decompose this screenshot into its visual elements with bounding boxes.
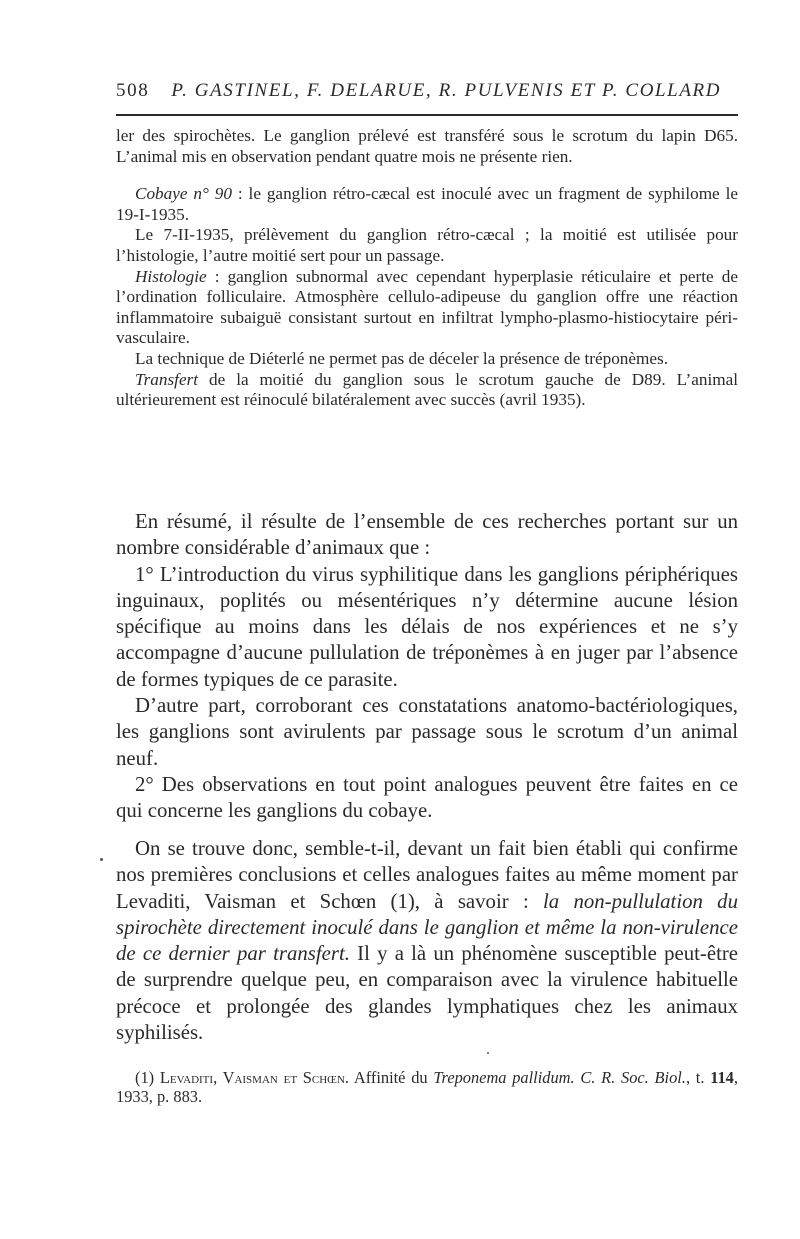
conclusion-paragraph: On se trouve donc, semble-t-il, devant un fait bien établi qui confirme nos premières conclusions et celles analogues faites au même moment par Levaditi, Vaisman et Schœn (1), à savoir : la non-pullulation du spirochète directement inoculé dans le ganglion et même la non-virulence de ce dernier par transfert. Il y a là un phénomène susceptible peut-être de surprendre quelque peu, en comparaison avec la virulence habituelle précoce et prolongée des glandes lymphatiques chez les animaux syphilisés. xyxy=(116,837,739,1045)
footnote-marker: (1) xyxy=(135,1068,155,1087)
margin-dot xyxy=(100,858,103,861)
cobaye-label: Cobaye n° 90 xyxy=(135,184,232,204)
running-header xyxy=(116,80,740,110)
footnote-journal: Treponema pallidum. C. R. Soc. Biol. xyxy=(433,1068,686,1087)
page-number: 508 xyxy=(116,80,150,101)
summary-other-part: D’autre part, corroborant ces constatations anatomo-bactériologiques, les ganglions sont avirulents par passage sous le scrotum d’un animal neuf. xyxy=(116,694,738,770)
summary-intro: En résumé, il résulte de l’ensemble de ces recherches portant sur un nombre considérable d’animaux que : xyxy=(116,510,738,560)
paragraph-continuation: ler des spirochètes. Le ganglion prélevé est transféré sous le scrotum du lapin D65. L’animal mis en observation pendant quatre mois ne présente rien. xyxy=(116,126,738,166)
paragraph-technique: La technique de Diéterlé ne permet pas de déceler la présence de tréponèmes. xyxy=(135,348,669,368)
conclusion-italic: la non-pullulation du spirochète directement inoculé dans le ganglion et même la non-virulence de ce dernier par transfert. xyxy=(116,889,738,966)
paragraph-prelevement: Le 7-II-1935, prélèvement du ganglion rétro-cæcal ; la moitié est utilisée pour l’histologie, l’autre moitié sert pour un passage. xyxy=(116,225,738,265)
paragraph-histologie: Histologie : ganglion subnormal avec cependant hyperplasie réticulaire et perte de l’ordination folliculaire. Atmosphère cellulo-adipeuse du ganglion offre une réaction inflammatoire subaiguë consistant surtout en infiltrat lympho-plasmo-histiocytaire péri-vasculaire. xyxy=(116,266,738,348)
margin-dot xyxy=(487,1052,489,1054)
histologie-label: Histologie xyxy=(135,266,207,286)
summary-point-1: 1° L’introduction du virus syphilitique dans les ganglions périphériques inguinaux, poplités ou mésentériques n’y détermine aucune lésion spécifique au moins dans les délais de nos expériences et ne s’y accompagne d’aucune pullulation de tréponèmes à en juger par l’absence de formes typiques de ce parasite. xyxy=(116,562,738,691)
transfert-label: Transfert xyxy=(135,369,199,389)
summary-point-2: 2° Des observations en tout point analogues peuvent être faites en ce qui concerne les ganglions du cobaye. xyxy=(116,772,738,823)
footnote-authors: Levaditi, Vaisman et Schœn. xyxy=(159,1068,350,1087)
paragraph-transfert: Transfert de la moitié du ganglion sous le scrotum gauche de D89. L’animal ultérieurement est réinoculé bilatéralement avec succès (avril 1935). xyxy=(116,369,738,410)
conclusion-section xyxy=(116,836,738,1046)
footnote-volume: 114 xyxy=(710,1068,734,1087)
experiment-notes xyxy=(116,126,738,411)
header-authors: P. GASTINEL, F. DELARUE, R. PULVENIS ET P. COLLARD xyxy=(171,80,722,101)
paragraph-cobaye: Cobaye n° 90 : le ganglion rétro-cæcal est inoculé avec un fragment de syphilome le 19-I-1935. xyxy=(116,184,738,224)
header-rule xyxy=(116,114,738,116)
footnote: (1) Levaditi, Vaisman et Schœn. Affinité du Treponema pallidum. C. R. Soc. Biol., t. 114, 1933, p. 883. xyxy=(116,1068,738,1106)
summary-section xyxy=(116,509,738,825)
